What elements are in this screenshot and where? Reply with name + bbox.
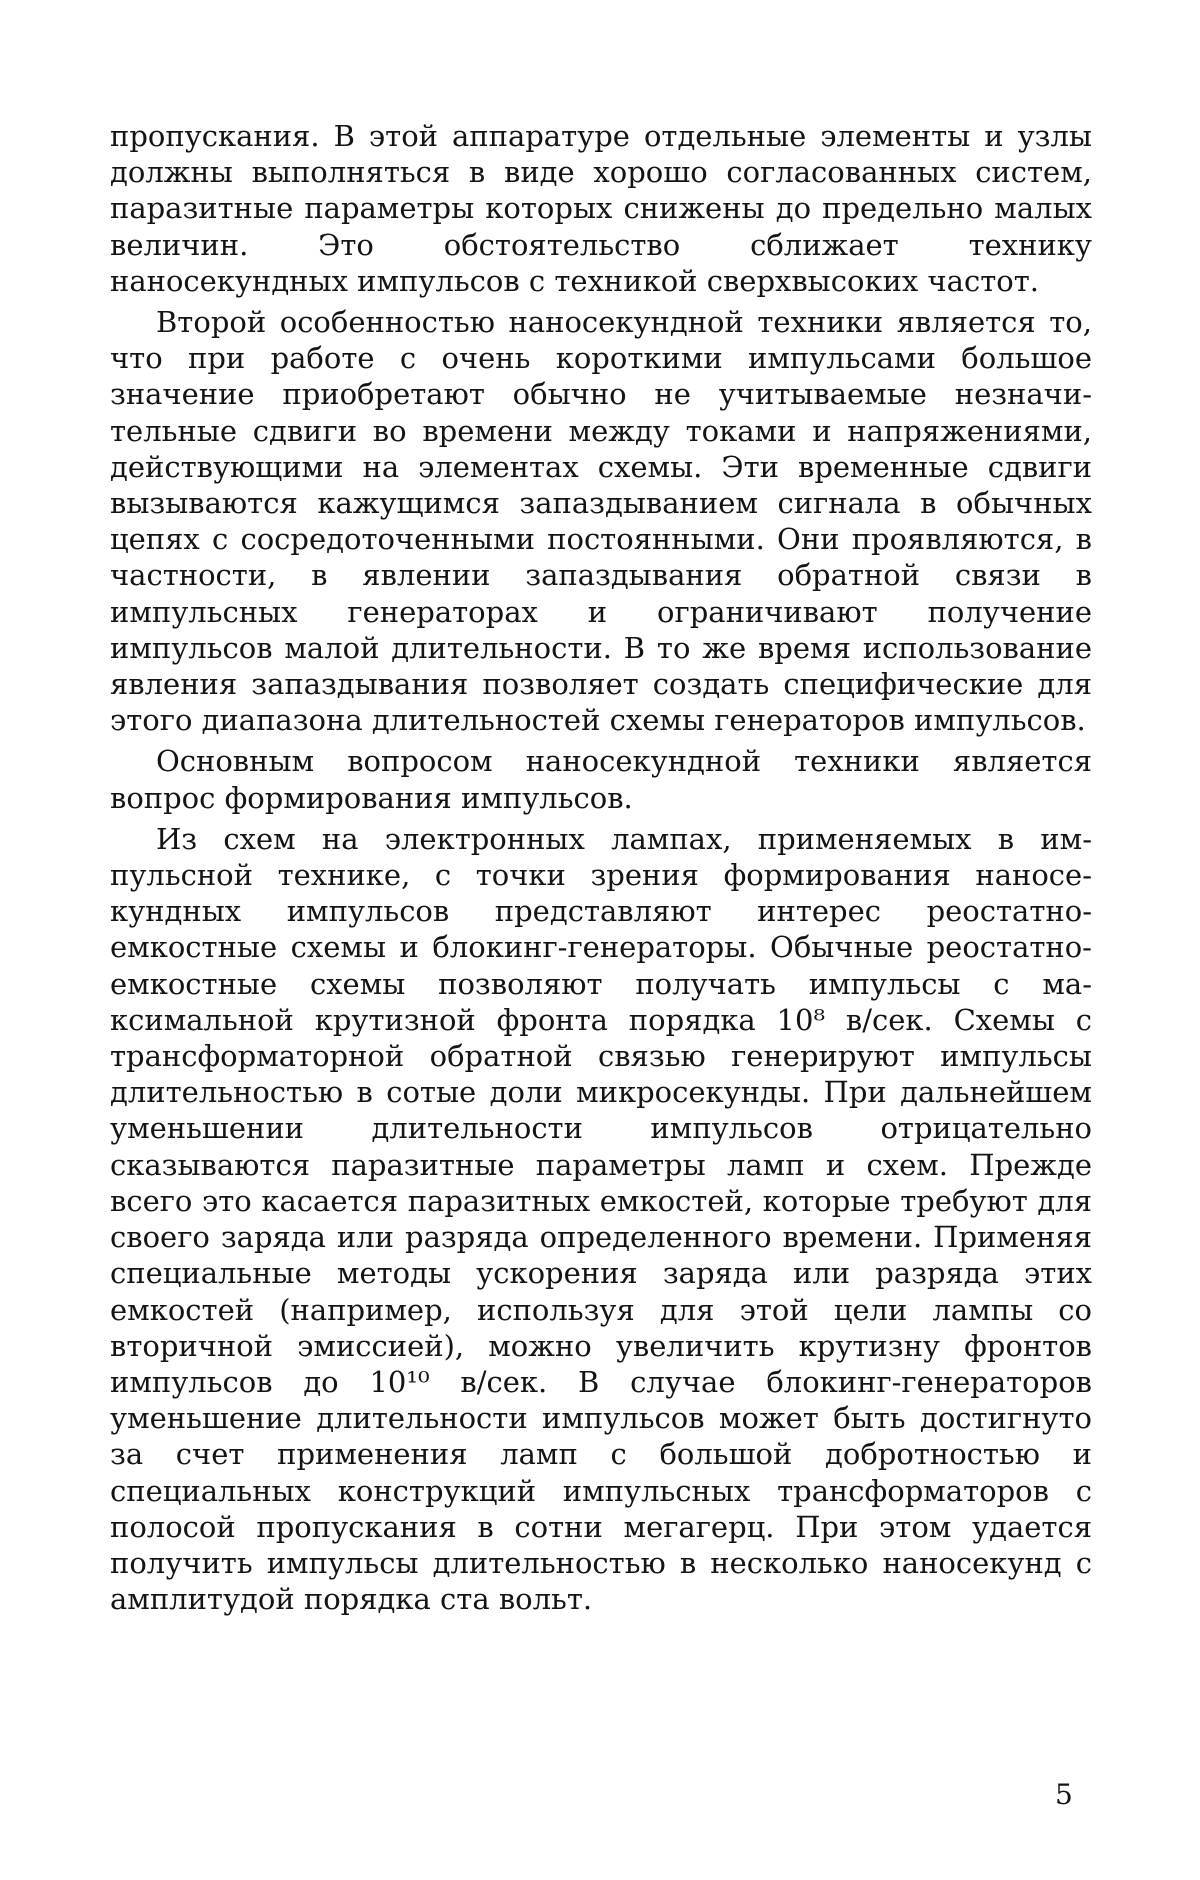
paragraph-4: Из схем на электронных лампах, применяемых в импульсной технике, с точки зрения формирования наносекундных импульсов представляют интерес реостатноемкостные схемы и блокинг-генераторы. Обычные реостатно-емкостные схемы позволяют получать импульсы с максимальной крутизной фронта порядка 10⁸ в/сек. Схемы с трансформаторной обратной связью генерируют импульсы длительностью в сотые доли микросекунды. При дальнейшем уменьшении длительности импульсов отрицательно сказываются паразитные параметры ламп и схем. Прежде всего это касается паразитных емкостей, которые требуют для своего заряда или разряда определенного времени. Применяя специальные методы ускорения заряда или разряда этих емкостей (например, используя для этой цели лампы со вторичной эмиссией), можно увеличить крутизну фронтов импульсов до 10¹⁰ в/сек. В случае блокинг-генераторов уменьшение длительности импульсов может быть достигнуто за счет применения ламп с большой добротностью и специальных конструкций импульсных трансформаторов с полосой пропускания в сотни мегагерц. При этом удается получить импульсы длительностью в несколько наносекунд с амплитудой порядка ста вольт. bbox=[110, 821, 1092, 1617]
page-number: 5 bbox=[1055, 1778, 1073, 1811]
paragraph-1: пропускания. В этой аппаратуре отдельные элементы и узлы должны выполняться в виде хорошо согласованных систем, паразитные параметры которых снижены до предельно малых величин. Это обстоятельство сближает технику наносекундных импульсов с техникой сверхвысоких частот. bbox=[110, 119, 1092, 298]
paragraph-2: Второй особенностью наносекундной техники является то, что при работе с очень короткими импульсами большое значение приобретают обычно не учитываемые незначительные сдвиги во времени между токами и напряжениями, действующими на элементах схемы. Эти временные сдвиги вызываются кажущимся запаздыванием сигнала в обычных цепях с сосредоточенными постоянными. Они проявляются, в частности, в явлении запаздывания обратной связи в импульсных генераторах и ограничивают получение импульсов малой длительности. В то же время использование явления запаздывания позволяет создать специфические для этого диапазона длительностей схемы генераторов импульсов. bbox=[110, 305, 1092, 738]
page-body bbox=[110, 118, 1092, 1838]
paragraph-3: Основным вопросом наносекундной техники является вопрос формирования импульсов. bbox=[110, 744, 1092, 815]
